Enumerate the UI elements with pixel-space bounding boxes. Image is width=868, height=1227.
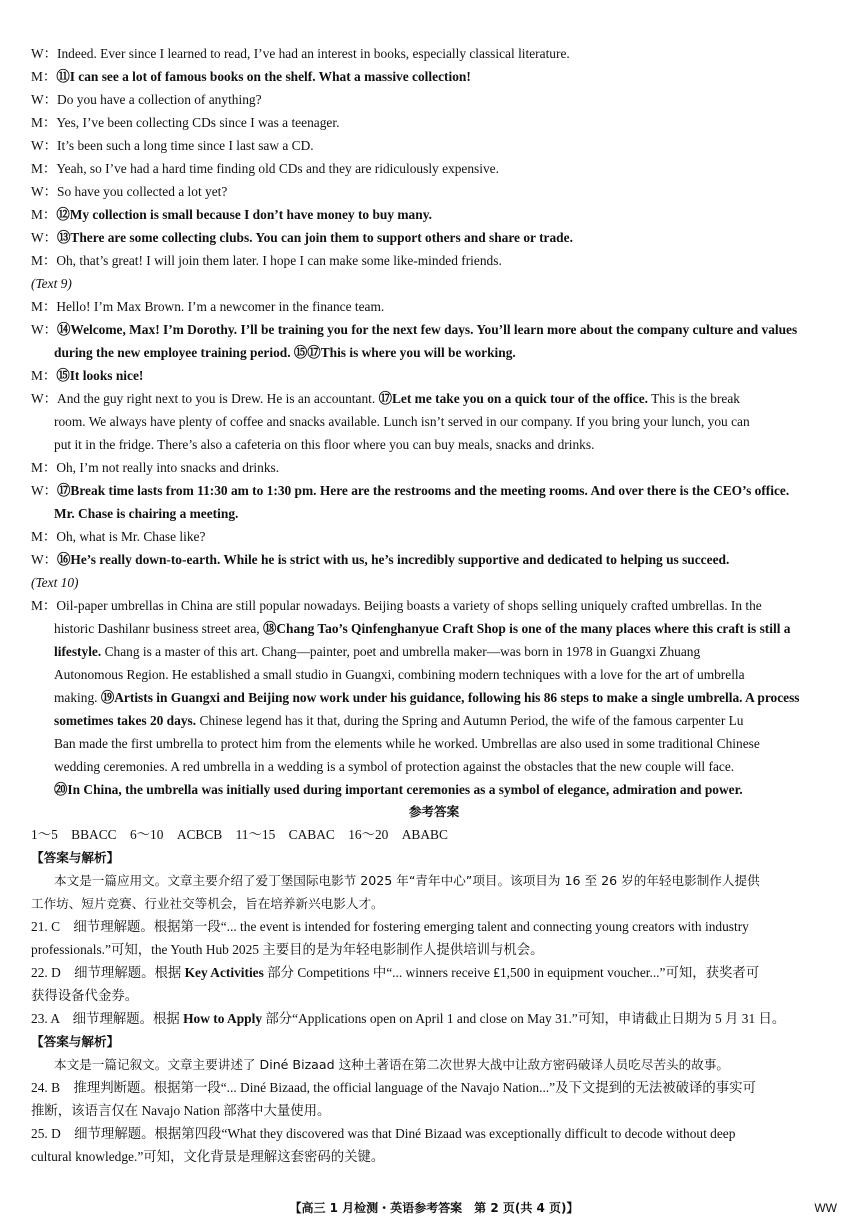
monologue-line-cont: lifestyle. Chang is a master of this art. Chang—painter, poet and umbrella maker—was born in 1978 in Guangxi Zhuang [54, 644, 701, 659]
analysis-label-2: 【答案与解析】 [31, 1034, 120, 1049]
utterance: ⑪I can see a lot of famous books on the shelf. What a massive collection! [56, 69, 471, 84]
text-9-label: (Text 9) [31, 276, 72, 291]
monologue-line-cont: ⑳In China, the umbrella was initially used during important ceremonies as a symbol of elegance, admiration and power. [54, 782, 743, 797]
footer-code: WW [814, 1201, 837, 1215]
dialogue-line: W：And the guy right next to you is Drew. He is an accountant. ⑰Let me take you on a quick tour of the office. This is the break [31, 391, 740, 406]
monologue-line-cont: making. ⑲Artists in Guangxi and Beijing now work under his guidance, following his 86 steps to make a single umbrella. A process [54, 690, 800, 705]
passage-summary-2: 本文是一篇记叙文。文章主要讲述了 Diné Bizaad 这种土著语在第二次世界大战中让敌方密码破译人员吃尽苦头的故事。 [54, 1057, 730, 1072]
answer-explanation-21-cont: professionals.”可知，the Youth Hub 2025 主要目的是为年轻电影制作人提供培训与机会。 [31, 942, 544, 957]
dialogue-line [31, 204, 837, 227]
answers-title: 参考答案 [408, 804, 460, 819]
dialogue-line-cont: during the new employee training period. ⑮⑰This is where you will be working. [54, 345, 516, 360]
answer-explanation-25-cont: cultural knowledge.”可知，文化背景是理解这套密码的关键。 [31, 1149, 385, 1164]
dialogue-line [31, 158, 837, 181]
dialogue-line [31, 135, 837, 158]
monologue-line-cont: wedding ceremonies. A red umbrella in a wedding is a symbol of protection against the obstacles that the new couple will face. [54, 759, 735, 774]
answer-explanation-24: 24. B 推理判断题。根据第一段“... Diné Bizaad, the official language of the Navajo Nation...”及下文提到的无法被破译的事实可 [31, 1080, 756, 1095]
dialogue-line [31, 43, 837, 66]
dialogue-line [31, 181, 837, 204]
speaker-label: M： [31, 69, 57, 84]
dialogue-line: W：⑰Break time lasts from 11:30 am to 1:30 pm. Here are the restrooms and the meeting rooms. And over there is the CEO’s office. [31, 483, 790, 498]
speaker-label: M： [31, 253, 57, 268]
passage-summary-line: 工作坊、短片竞赛、行业社交等机会，旨在培养新兴电影人才。 [31, 896, 384, 911]
answer-explanation-22: 22. D 细节理解题。根据 Key Activities 部分 Competitions 中“... winners receive ₤1,500 in equipment voucher...”可知，获奖者可 [31, 965, 760, 980]
utterance: ⑫My collection is small because I don’t have money to buy many. [56, 207, 432, 222]
answer-explanation-25: 25. D 细节理解题。根据第四段“What they discovered was that Diné Bizaad was exceptionally difficult to decode without deep [31, 1126, 736, 1141]
speaker-label: W： [31, 184, 58, 199]
utterance: Do you have a collection of anything? [57, 92, 262, 107]
utterance: Yeah, so I’ve had a hard time finding old CDs and they are ridiculously expensive. [56, 161, 499, 176]
answer-explanation-24-cont: 推断，该语言仅在 Navajo Nation 部落中大量使用。 [31, 1103, 331, 1118]
monologue-line-cont: Autonomous Region. He established a small studio in Guangxi, combining modern techniques with a love for the art of umbrella [54, 667, 745, 682]
monologue-line: M：Oil-paper umbrellas in China are still popular nowadays. Beijing boasts a variety of shops selling uniquely crafted umbrellas. In the [31, 598, 762, 613]
dialogue-line [31, 227, 837, 250]
dialogue-line: M：Oh, I’m not really into snacks and drinks. [31, 460, 280, 475]
speaker-label: M： [31, 161, 57, 176]
dialogue-line: M：⑮It looks nice! [31, 368, 144, 383]
dialogue-line-cont: Mr. Chase is chairing a meeting. [54, 506, 239, 521]
answer-explanation-23: 23. A 细节理解题。根据 How to Apply 部分“Applications open on April 1 and close on May 31.”可知，申请截止日期为 5 月 31 日。 [31, 1011, 786, 1026]
monologue-line-cont: historic Dashilanr business street area, ⑱Chang Tao’s Qinfenghanyue Craft Shop is one of the many places where this craft is still a [54, 621, 791, 636]
speaker-label: M： [31, 115, 57, 130]
dialogue-line [31, 250, 837, 273]
utterance: So have you collected a lot yet? [57, 184, 228, 199]
dialogue-line [31, 112, 837, 135]
dialogue-line-cont: put it in the fridge. There’s also a cafeteria on this floor where you can buy meals, snacks and drinks. [54, 437, 595, 452]
dialogue-line-cont: room. We always have plenty of coffee and snacks available. Lunch isn’t served in our company. If you bring your lunch, you can [54, 414, 750, 429]
speaker-label: M： [31, 207, 57, 222]
speaker-label: W： [31, 230, 58, 245]
footer-title: 【高三 1 月检测・英语参考答案 第 2 页(共 4 页)】 [289, 1201, 579, 1215]
speaker-label: W： [31, 46, 58, 61]
dialogue-line: W：⑭Welcome, Max! I’m Dorothy. I’ll be training you for the next few days. You’ll learn more about the company culture and values [31, 322, 798, 337]
dialogue-line: W：⑯He’s really down-to-earth. While he is strict with us, he’s incredibly supportive and dedicated to helping us succeed. [31, 552, 730, 567]
dialogue-line: M：Oh, what is Mr. Chase like? [31, 529, 206, 544]
utterance: Yes, I’ve been collecting CDs since I was a teenager. [56, 115, 340, 130]
text-10-label: (Text 10) [31, 575, 79, 590]
speaker-label: W： [31, 92, 58, 107]
utterance: Oh, that’s great! I will join them later. I hope I can make some like-minded friends. [56, 253, 502, 268]
answer-explanation-21: 21. C 细节理解题。根据第一段“... the event is intended for fostering emerging talent and connecting young creators with industry [31, 919, 749, 934]
utterance: ⑬There are some collecting clubs. You can join them to support others and share or trade. [57, 230, 573, 245]
dialogue-line [31, 66, 837, 89]
passage-summary-line: 本文是一篇应用文。文章主要介绍了爱丁堡国际电影节 2025 年“青年中心”项目。该项目为 16 至 26 岁的年轻电影制作人提供 [54, 873, 760, 888]
monologue-line-cont: sometimes takes 20 days. Chinese legend has it that, during the Spring and Autumn Period, the wife of the famous carpenter Lu [54, 713, 744, 728]
utterance: Indeed. Ever since I learned to read, I’ve had an interest in books, especially classical literature. [57, 46, 570, 61]
dialogue-line: M：Hello! I’m Max Brown. I’m a newcomer in the finance team. [31, 299, 385, 314]
monologue-line-cont: Ban made the first umbrella to protect him from the elements while he worked. Umbrellas are also used in some traditional Chinese [54, 736, 760, 751]
analysis-label: 【答案与解析】 [31, 850, 120, 865]
speaker-label: W： [31, 138, 58, 153]
page-footer [0, 1197, 868, 1219]
answers-summary: 1～5 BBACC 6～10 ACBCB 11～15 CABAC 16～20 ABABC [31, 827, 448, 842]
dialogue-line [31, 89, 837, 112]
utterance: It’s been such a long time since I last saw a CD. [57, 138, 314, 153]
answer-explanation-22-cont: 获得设备代金券。 [31, 988, 139, 1003]
